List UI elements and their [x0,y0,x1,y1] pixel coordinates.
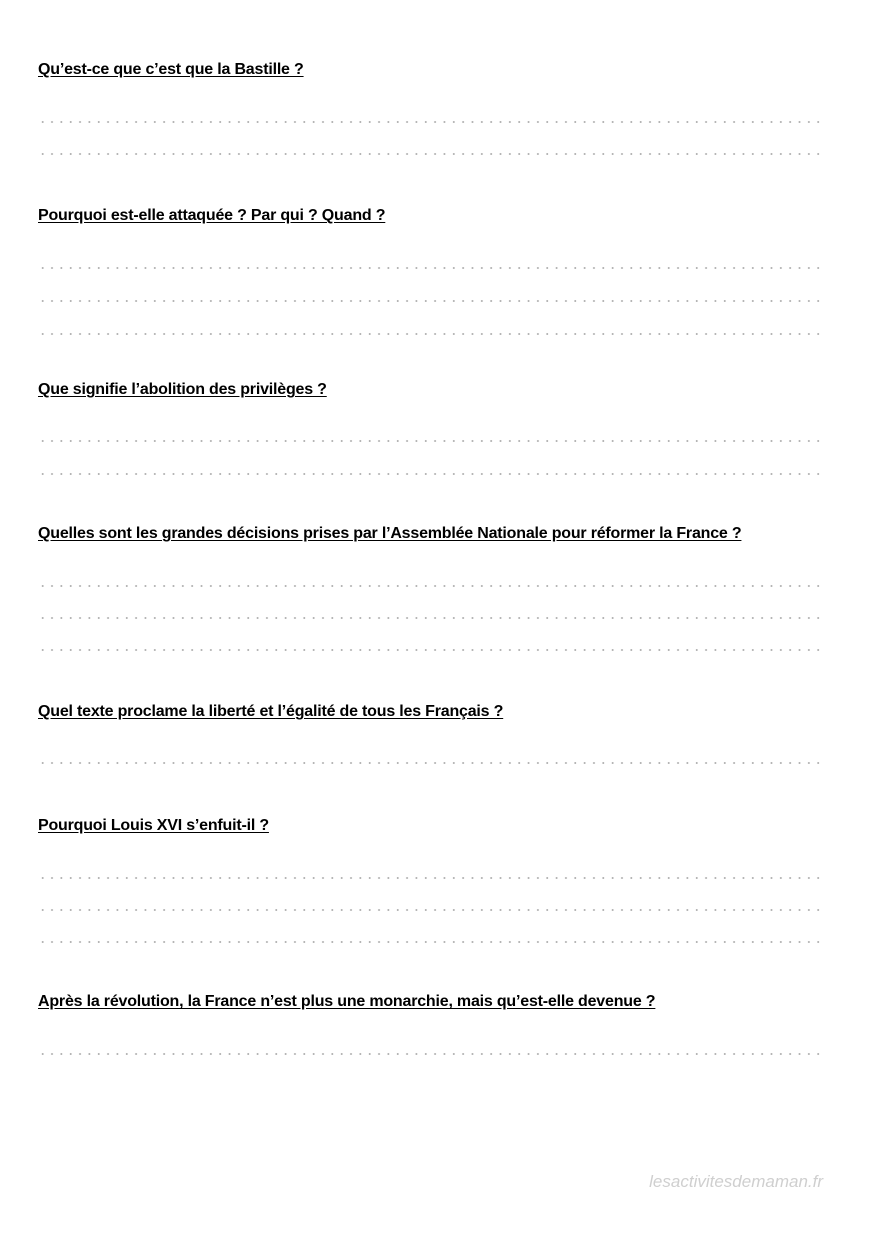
question-4: Quelles sont les grandes décisions prises par l’Assemblée Nationale pour réformer la France ? [38,525,742,542]
question-2: Pourquoi est-elle attaquée ? Par qui ? Quand ? [38,207,386,224]
answer-line [38,909,820,911]
answer-line [38,585,820,587]
answer-line [38,473,820,475]
answer-line [38,941,820,943]
question-1: Qu’est-ce que c’est que la Bastille ? [38,61,304,78]
answer-line [38,762,820,764]
answer-line [38,1053,820,1055]
answer-line [38,300,820,302]
answer-line [38,333,820,335]
footer-watermark: lesactivitesdemaman.fr [649,1172,823,1191]
answer-line [38,267,820,269]
question-7: Après la révolution, la France n’est plus une monarchie, mais qu’est-elle devenue ? [38,993,656,1010]
answer-line [38,649,820,651]
question-6: Pourquoi Louis XVI s’enfuit-il ? [38,817,269,834]
answer-line [38,440,820,442]
answer-line [38,121,820,123]
question-5: Quel texte proclame la liberté et l’égalité de tous les Français ? [38,703,504,720]
answer-line [38,877,820,879]
question-3: Que signifie l’abolition des privilèges ? [38,381,327,398]
answer-line [38,617,820,619]
answer-line [38,153,820,155]
